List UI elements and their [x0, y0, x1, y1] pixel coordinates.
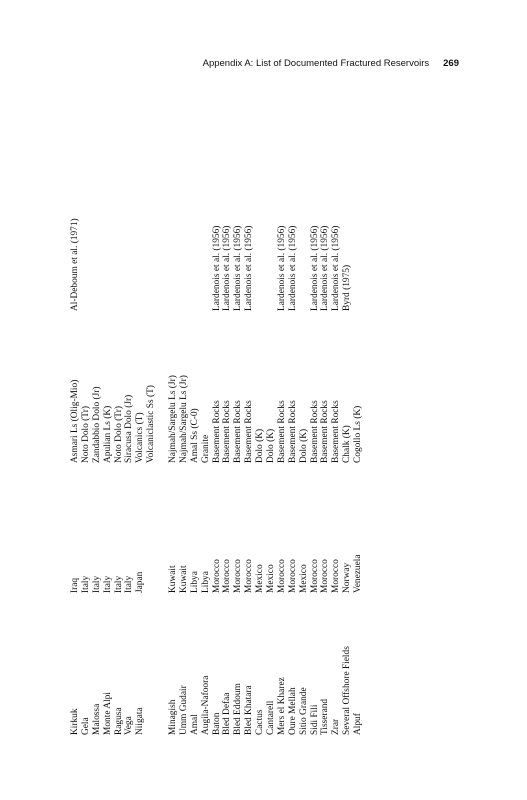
reservoir-cell: Siracusa Dolo (Jr) — [124, 394, 135, 463]
field-cell: Amal — [189, 714, 200, 735]
table-row — [146, 145, 157, 735]
country-cell: Norway — [342, 562, 353, 593]
reference-cell: Lardenois et al. (1956) — [287, 225, 298, 311]
country-cell: Mexico — [266, 564, 277, 593]
field-cell: Gela — [80, 717, 91, 735]
reservoir-table — [70, 145, 445, 735]
reservoir-cell: Noto Dolo (Tr) — [80, 406, 91, 463]
country-cell: Morocco — [233, 559, 244, 593]
reservoir-cell: Dolo (K) — [255, 428, 266, 463]
reference-cell: Lardenois et al. (1956) — [211, 225, 222, 311]
reservoir-cell: Amal Ss (C-0) — [189, 408, 200, 463]
field-cell: Minagish — [168, 699, 179, 735]
reference-cell: Lardenois et al. (1956) — [222, 225, 233, 311]
field-cell: Vega — [124, 716, 135, 735]
reservoir-cell: Zandabbio Dolo (Jr) — [91, 386, 102, 463]
table-row — [124, 145, 135, 735]
reservoir-cell: Basement Rocks — [320, 400, 331, 463]
table-row — [179, 145, 190, 735]
field-cell: Ragusa — [113, 707, 124, 735]
country-cell: Kuwait — [168, 565, 179, 593]
reference-cell: Byrd (1975) — [342, 264, 353, 311]
table-row — [92, 145, 103, 735]
country-cell: Iraq — [70, 577, 80, 593]
table-row — [353, 145, 364, 735]
country-cell: Morocco — [309, 559, 320, 593]
table-row — [222, 145, 233, 735]
table-row — [103, 145, 114, 735]
row-spacer — [157, 145, 168, 735]
country-cell: Venezuela — [353, 554, 364, 593]
reference-cell: Lardenois et al. (1956) — [309, 225, 320, 311]
table-row — [266, 145, 277, 735]
field-cell: Alpuf — [353, 713, 364, 735]
table-row — [277, 145, 288, 735]
country-cell: Morocco — [320, 559, 331, 593]
country-cell: Italy — [124, 575, 135, 593]
chapter-title: Appendix A: List of Documented Fractured Reservoirs — [202, 58, 430, 69]
reference-cell: Lardenois et al. (1956) — [276, 225, 287, 311]
country-cell: Italy — [91, 575, 102, 593]
reservoir-cell: Basement Rocks — [211, 400, 222, 463]
reservoir-cell: Granite — [200, 434, 211, 463]
field-cell: Several Offshore Fields — [342, 646, 353, 735]
country-cell: Italy — [102, 575, 113, 593]
table-row — [310, 145, 321, 735]
table-row — [331, 145, 342, 735]
reference-cell: Lardenois et al. (1956) — [331, 225, 342, 311]
reservoir-cell: Noto Dolo (Tr) — [113, 406, 124, 463]
country-cell: Kuwait — [178, 565, 189, 593]
page-number: 269 — [443, 58, 459, 69]
country-cell: Morocco — [331, 559, 342, 593]
field-cell: Bled Defaa — [222, 692, 233, 735]
field-cell: Sidi Fili — [309, 704, 320, 735]
field-cell: Bled Khatara — [244, 685, 255, 735]
field-cell: Zrar — [331, 718, 342, 735]
country-cell: Italy — [113, 575, 124, 593]
running-header — [203, 58, 459, 69]
field-cell: Bled Eddoum — [233, 683, 244, 735]
field-cell: Oure Mellah — [287, 687, 298, 735]
field-cell: Monte Alpi — [102, 692, 113, 735]
field-cell: Sitio Grande — [298, 687, 309, 735]
reservoir-cell: Basement Rocks — [222, 400, 233, 463]
table-row — [81, 145, 92, 735]
table-row — [70, 145, 81, 735]
reference-cell: Lardenois et al. (1956) — [244, 225, 255, 311]
table-row — [114, 145, 125, 735]
reservoir-cell: Dolo (K) — [298, 428, 309, 463]
reference-cell: Lardenois et al. (1956) — [233, 225, 244, 311]
country-cell: Morocco — [287, 559, 298, 593]
field-cell: Cantarell — [266, 700, 277, 735]
table-row — [320, 145, 331, 735]
reservoir-cell: Najmah/Sargelu Ls (Jr) — [178, 375, 189, 463]
table-row — [342, 145, 353, 735]
reservoir-cell: Cogollo Ls (K) — [353, 405, 364, 463]
table-row — [288, 145, 299, 735]
field-cell: Mers el Kharez — [276, 677, 287, 735]
table-row — [168, 145, 179, 735]
reservoir-cell: Asmari Ls (Olig-Mio) — [70, 379, 80, 463]
field-cell: Umm Gudair — [178, 685, 189, 735]
reservoir-cell: Basement Rocks — [233, 400, 244, 463]
field-cell: Niigata — [135, 707, 146, 735]
reservoir-cell: Basement Rocks — [276, 400, 287, 463]
table-row — [135, 145, 146, 735]
reservoir-cell: Basement Rocks — [287, 400, 298, 463]
table-row — [255, 145, 266, 735]
country-cell: Mexico — [255, 564, 266, 593]
table-row — [201, 145, 212, 735]
table-row — [233, 145, 244, 735]
table-row — [299, 145, 310, 735]
reservoir-cell: Basement Rocks — [331, 400, 342, 463]
table-row — [244, 145, 255, 735]
country-cell: Morocco — [276, 559, 287, 593]
country-cell: Italy — [80, 575, 91, 593]
field-cell: Augila-Nafoora — [200, 675, 211, 735]
table-row — [190, 145, 201, 735]
reservoir-cell: Apulian Ls (K) — [102, 405, 113, 463]
country-cell: Libya — [200, 571, 211, 593]
reference-cell: Lardenois et al. (1956) — [320, 225, 331, 311]
reservoir-cell: Najmah/Sargelu Ls (Jr) — [168, 375, 179, 463]
field-cell: Malossa — [91, 703, 102, 735]
country-cell: Libya — [189, 571, 200, 593]
field-cell: Cactus — [255, 709, 266, 735]
country-cell: Morocco — [211, 559, 222, 593]
reservoir-cell: Basement Rocks — [309, 400, 320, 463]
reservoir-cell: Volcaniclastic Ss (T) — [146, 385, 157, 463]
field-cell: Tisserand — [320, 698, 331, 735]
table-row — [212, 145, 223, 735]
reservoir-cell: Basement Rocks — [244, 400, 255, 463]
country-cell: Morocco — [222, 559, 233, 593]
reservoir-cell: Chalk (K) — [342, 425, 353, 463]
country-cell: Mexico — [298, 564, 309, 593]
reference-cell: Al-Deboum et al. (1971) — [70, 218, 80, 311]
country-cell: Morocco — [244, 559, 255, 593]
field-cell: Baton — [211, 712, 222, 735]
reservoir-cell: Dolo (K) — [266, 428, 277, 463]
field-cell: Kirkuk — [70, 708, 80, 735]
country-cell: Japan — [135, 571, 146, 593]
reservoir-cell: Volcanics (T) — [135, 412, 146, 463]
